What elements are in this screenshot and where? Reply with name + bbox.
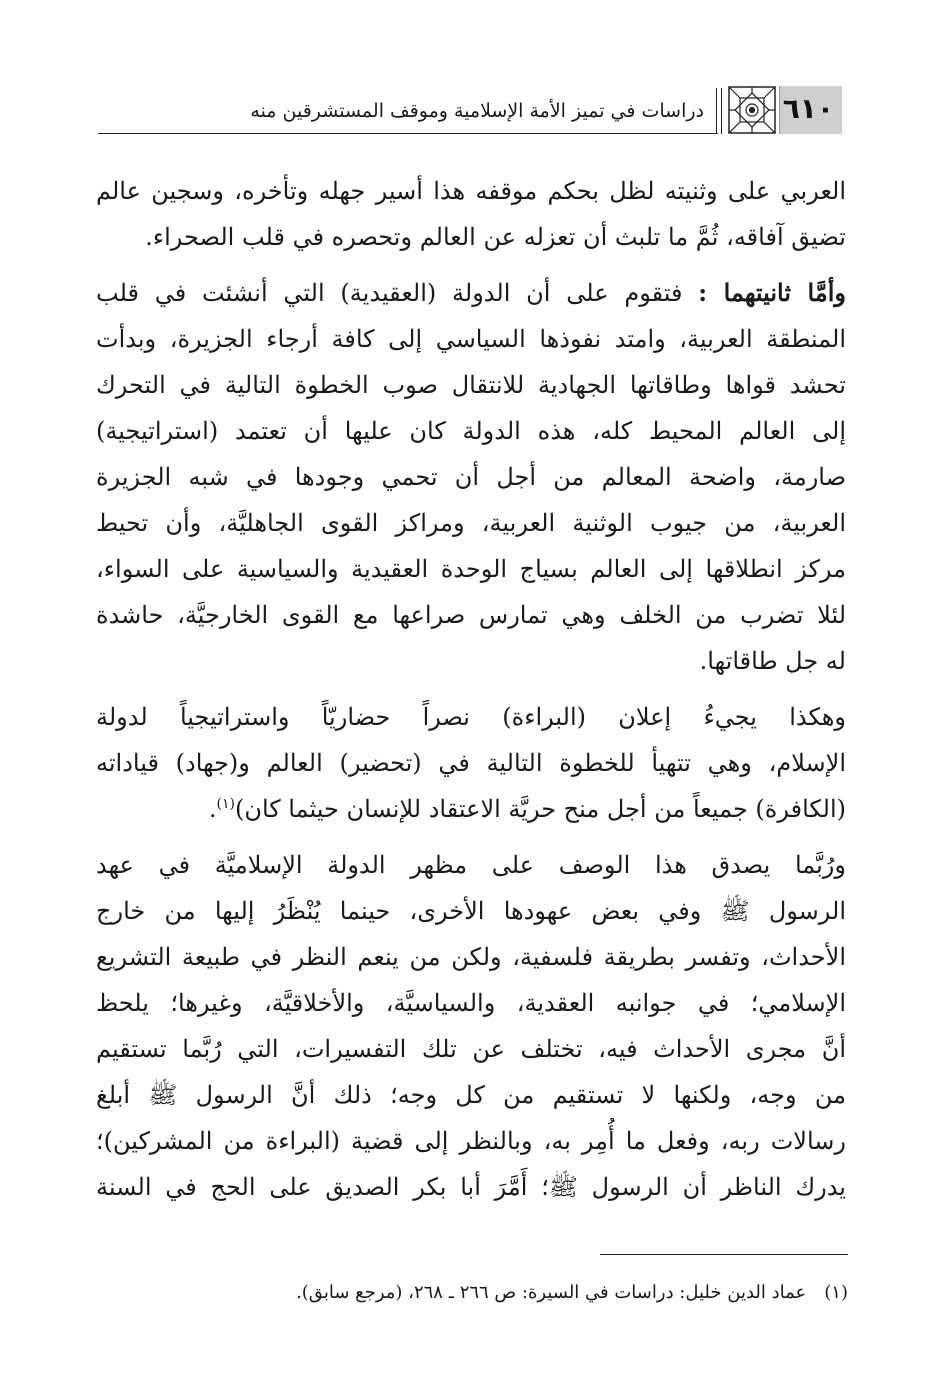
paragraph <box>96 694 846 832</box>
text-line: رسالات ربه، وفعل ما أُمِر به، وبالنظر إلى قضية (البراءة من المشركين)؛ <box>96 1127 846 1155</box>
header-rule <box>98 133 718 134</box>
text-line: له جل طاقاتها. <box>699 647 846 675</box>
page-number-box <box>779 86 842 134</box>
text-line: من وجه، ولكنها لا تستقيم من كل وجه؛ ذلك أنَّ الرسول ﷺ أبلغ <box>96 1081 846 1109</box>
page-number: ٦١٠ <box>782 92 834 125</box>
header-divider <box>716 88 722 134</box>
footnote-text: عماد الدين خليل: دراسات في السيرة: ص ٢٦٦ ـ ٢٦٨، (مرجع سابق). <box>296 1282 807 1303</box>
paragraph <box>96 842 846 1210</box>
text-line: مركز انطلاقها إلى العالم بسياج الوحدة العقيدية والسياسية على السواء، <box>96 555 846 583</box>
text-line: ورُبَّما يصدق هذا الوصف على مظهر الدولة الإسلاميَّة في عهد <box>96 851 846 879</box>
running-header <box>98 84 842 136</box>
text-span: (الكافرة) جميعاً من أجل منح حريَّة الاعتقاد للإنسان حيثما كان) <box>234 795 846 823</box>
text-line: الأحداث، وتفسر بطريقة فلسفية، ولكن من ينعم النظر في طبيعة التشريع <box>96 943 846 971</box>
text-line: لئلا تضرب من الخلف وهي تمارس صراعها مع القوى الخارجيَّة، حاشدة <box>96 601 846 629</box>
header-title: دراسات في تميز الأمة الإسلامية وموقف المستشرقين منه <box>250 100 704 122</box>
footnote <box>108 1282 848 1303</box>
body-text <box>96 168 846 1210</box>
footnote-rule <box>600 1254 848 1255</box>
paragraph <box>96 168 846 260</box>
text-line: الإسلامي؛ في جوانبه العقدية، والسياسيَّة، والأخلاقيَّة، وغيرها؛ يلحظ <box>96 989 846 1017</box>
text-line: الرسول ﷺ وفي بعض عهودها الأخرى، حينما يُنْظَرُ إليها من خارج <box>96 897 846 925</box>
text-line: يدرك الناظر أن الرسول ﷺ؛ أَمَّرَ أبا بكر الصديق على الحج في السنة <box>96 1173 846 1201</box>
text-line: الإسلام، وهي تتهيأ للخطوة التالية في (تحضير) العالم و(جهاد) قياداته <box>96 749 846 777</box>
text-line: إلى العالم المحيط كله، هذه الدولة كان عليها أن تعتمد (استراتيجية) <box>96 417 846 445</box>
paragraph <box>96 270 846 684</box>
footnote-number: (١) <box>824 1282 848 1303</box>
text-line: العربية، من جيوب الوثنية العربية، ومراكز القوى الجاهليَّة، وأن تحيط <box>96 509 846 537</box>
text-span: فتقوم على أن الدولة (العقيدية) التي أنشئت في قلب <box>96 279 683 307</box>
text-line <box>96 786 846 832</box>
paragraph-lead: وأمَّا ثانيتهما : <box>698 278 846 307</box>
ornament-icon <box>728 86 776 134</box>
text-line: صارمة، واضحة المعالم من أجل أن تحمي وجودها في شبه الجزيرة <box>96 463 846 491</box>
text-line <box>96 270 846 316</box>
text-line: المنطقة العربية، وامتد نفوذها السياسي إلى كافة أرجاء الجزيرة، وبدأت <box>96 325 846 353</box>
text-span: . <box>208 795 217 823</box>
footnote-reference[interactable]: (١) <box>216 796 235 812</box>
text-line: العربي على وثنيته لظل بحكم موقفه هذا أسير جهله وتأخره، وسجين عالم <box>96 177 846 205</box>
text-line: أنَّ مجرى الأحداث فيه، تختلف عن تلك التفسيرات، التي رُبَّما تستقيم <box>96 1035 846 1063</box>
text-line: تضيق آفاقه، ثُمَّ ما تلبث أن تعزله عن العالم وتحصره في قلب الصحراء. <box>145 223 846 251</box>
text-line: تحشد قواها وطاقاتها الجهادية للانتقال صوب الخطوة التالية في التحرك <box>96 371 846 399</box>
text-line: وهكذا يجيءُ إعلان (البراءة) نصراً حضاريّاً واستراتيجياً لدولة <box>96 703 846 731</box>
